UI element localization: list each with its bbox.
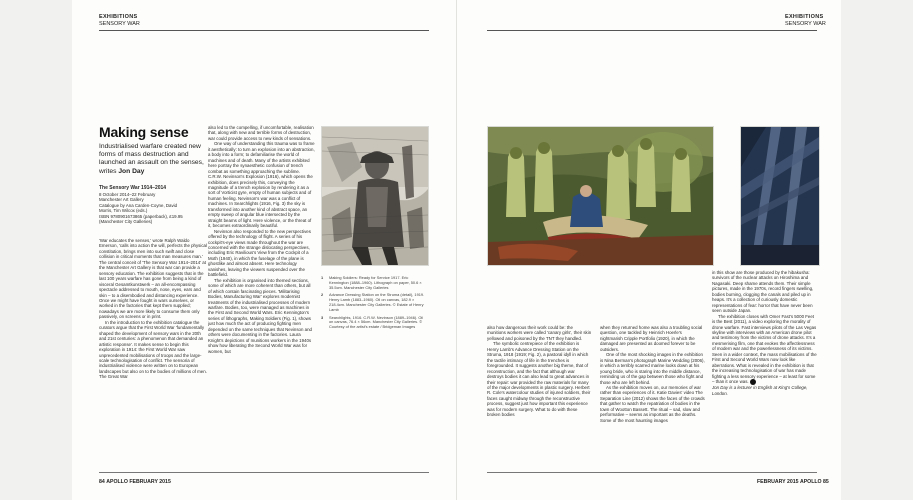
- paragraph: The symbolic centrepiece of the exhibition is Henry Lamb's Advance Dressing Station on the Struma, 1918 (1919; Fig. 2), a pastoral idyll in which the tactile intimacy of life in the trenches is foregrounded. It suggests another big theme, that of reconstruction, and the fact that although war destroys bodies it can also lead to great advances in their repair: war provided the raw materials for many of the major developments in plastic surgery. Herbert R. Cole's watercolour studies of injured soldiers, their faces caught midway through the reconstructive process, suggest just how important this experience was for modern surgery. What to do with these broken bodies: [487, 341, 591, 418]
- paragraph: One of the most shocking images in the exhibition is Nina Berman's photograph Marine Wedding (2006), in which a terribly scarred marine looks down at his young bride, who is staring into the middle distance, reminding us of the gap between those who fight and those who are left behind.: [600, 352, 705, 385]
- page-number: 85: [823, 479, 829, 485]
- folio: [99, 479, 171, 485]
- standfirst: [99, 143, 211, 176]
- section-label: EXHIBITIONS: [785, 14, 824, 20]
- detail-line: 8 October 2014–22 February: [99, 191, 156, 197]
- issue-date: FEBRUARY 2015: [129, 479, 171, 485]
- running-head: [99, 14, 140, 27]
- section-label: EXHIBITIONS: [99, 14, 138, 20]
- footer-rule: [487, 472, 817, 473]
- caption-text: Searchlights, 1916. C.R.W. Nevinson (1889–1946). Oil on canvas, 76.4 × 56cm. Manchester City Galleries. © Courtesy of the artist's estate / Bridgeman Images: [329, 314, 424, 330]
- paragraph: The exhibition is organised into themed sections, some of which are more coherent than others, but all of which contain fascinating pieces. 'Militarising Bodies, Manufacturing War' explores modernist treatments of the industrialised processes of modern warfare. Bodies, too, were managed as machines in the First and Second World Wars. Eric Kennington's series of lithographs, Making Soldiers (Fig. 1), shows just how much the act of producing fighting men depended on the same techniques that Nevinson and others were documenting in the factories. Laura Knight's depictions of munitions workers in the 1940s show how liberating the Second World War was for women, but: [208, 277, 312, 354]
- article-title: Making sense: [99, 124, 189, 140]
- detail-line: (Manchester City Galleries): [99, 219, 153, 224]
- magazine-name: APOLLO: [799, 479, 822, 485]
- caption-text: Advance Dressing Station on the Struma (detail), 1919. Henry Lamb (1883–1960). Oil on canvas, 182.9 × 218.4cm. Manchester City Galleries. © Estate of Henry Lamb: [329, 292, 425, 312]
- folio: [757, 479, 829, 485]
- body-column-1: [99, 238, 207, 470]
- figure-3-image: [740, 126, 820, 266]
- paragraph: in this show are those produced by the hibakusha: survivors of the nuclear attacks on Hiroshima and Nagasaki. Deep shame attends them. Their simple pictures, made in the 1970s, record fingers swelling, bodies burning, clogging the canals and piled up in heaps. It's a collection of curiously domestic representations of fear: horror that have never been seen outside Japan.: [712, 270, 814, 314]
- captions: [321, 276, 427, 333]
- detail-line: Catalogue by Ana Carden-Coyne, David: [99, 202, 178, 208]
- subsection-label: SENSORY WAR: [785, 20, 826, 27]
- standfirst-text: Industrialised warfare created new forms of mass destruction and launched an assault on the senses, writes: [99, 143, 204, 175]
- paragraph: In the introduction to the exhibition catalogue the curators argue that the First World War 'fundamentally shaped the development of sensory wars in the 20th and 21st centuries: a phenomenon that demanded an artistic response'. It makes sense to begin this exploration in 1914: the First World War saw unprecedented mobilisations of troops and the large-scale technologisation of conflict. The sensoria of industrialised violence were written on to European landscapes but also on to the bodies of millions of men. The Great War: [99, 319, 207, 380]
- body-column-2: [600, 325, 705, 470]
- exhibition-details: [99, 186, 207, 225]
- searchlights-painting: [741, 127, 819, 265]
- subsection-label: SENSORY WAR: [99, 20, 140, 27]
- figure-1-image: [321, 126, 429, 266]
- header-rule: [99, 30, 429, 31]
- running-head: [785, 14, 826, 27]
- caption-number: 2: [321, 292, 324, 298]
- left-page: [72, 0, 456, 500]
- paragraph: Nevinson also responded to the new perspectives offered by the technology of flight. A series of his cockpit's-eye views made throughout the war are concerned with the strange dislocating perspectives, including Eric Ravilious's View from the Cockpit of a Moth (1940), in which the fuselage of the plane is ghostlike and almost absent. Here technology vanishes, leaving the viewers suspended over the battlefield.: [208, 228, 311, 278]
- author-name: Jon Day: [118, 167, 145, 175]
- paragraph: also how dangerous their work could be: the munitions workers were called 'canary girls', their skin yellowed and poisoned by the TNT they handled.: [487, 325, 592, 341]
- caption-number: 1: [321, 275, 324, 280]
- caption-text: Making Soldiers: Ready for Service 1917. Eric Kennington (1888–1960). Lithograph on paper, 50.6 × 35.5cm. Manchester City Galleries: [329, 275, 422, 290]
- footer-rule: [99, 472, 429, 473]
- detail-line: Morris, Tim Wilcox (eds.): [99, 208, 148, 213]
- paragraph: One way of understanding this trauma was to frame it aesthetically: to turn an explosion into an abstraction, a body into a form; to defamiliarise the world of machines and of death. Many of the artists exhibited here portray the synaesthetic confusion of trench combat as something approaching the sublime. C.R.W. Nevinson's Explosion (1916), which opens the exhibition, does precisely this, conveying the magnitude of a trench explosion by rendering it as a sort of Vorticist gyre, empty of human subjects and of human feeling. Nevinson's war was a conflict of machines. In Searchlights (1916, Fig. 3) the sky is transformed into another kind of abstract space, an empty sweep of angular blue intersected by the straight beams of light. Here violence, or the threat of it, becomes extraordinarily beautiful.: [208, 141, 315, 229]
- detail-line: Manchester Art Gallery: [99, 197, 144, 202]
- body-column-1: [487, 325, 592, 470]
- caption-1: [321, 276, 427, 290]
- paragraph: also led to the compelling, if uncomfortable, realisation that, along with new and terrible forms of destruction, war could provide access to new kinds of sensations.: [208, 125, 314, 141]
- paragraph: 'War educates the senses,' wrote Ralph Waldo Emerson, 'calls into action the will, perfects the physical constitution, brings men into such swift and close collision in critical moments that man measures man.' The central conceit of 'The Sensory War 1914–2014' at the Manchester Art Gallery is that war can provide a sensory education. The exhibition suggests that in the last 100 years warfare has gone from being a kind of visceral Gesamtkunstwerk – an all-encompassing spectacle addressed to mouth, nose, eyes, ears and skin – to a disembodied and distancing experience. Once we might have fought in wars ourselves, or worked in the factories that kept them supplied; nowadays we are more likely to consume them only passively, on screens or in print.: [99, 238, 207, 320]
- header-rule: [487, 30, 817, 31]
- issue-date: FEBRUARY 2015: [757, 479, 799, 485]
- caption-3: [321, 316, 427, 330]
- end-mark-icon: A: [750, 379, 756, 385]
- detail-line: ISBN 9780901673865 (paperback), £19.95: [99, 213, 183, 219]
- figure-2-image: [487, 126, 714, 266]
- magazine-name: APOLLO: [106, 479, 128, 485]
- author-bio: Jon Day is a lecturer in English at King's College, London.: [712, 385, 808, 396]
- exhibition-title: The Sensory War 1914–2014: [99, 185, 167, 191]
- making-soldiers-lithograph: [322, 127, 428, 265]
- page-number: 84: [99, 479, 105, 485]
- paragraph: As the exhibition moves on, our memories of war rather than experiences of it. Katie Davies' video The Separation Line (2012) shows the faces of the crowds that gather to watch the repatriation of bodies in the town of Wootton Bassett. The ritual – sad, slow and performative – seems as important as the deaths. Some of the most haunting images: [600, 384, 705, 423]
- right-page: [457, 0, 841, 500]
- body-column-3: [712, 270, 818, 470]
- caption-number: 3: [321, 314, 324, 320]
- body-column-2: [208, 125, 315, 470]
- paragraph: [712, 314, 818, 385]
- paragraph: when they returned home was also a troubling social question, one tackled by Heinrich Hoerle's nightmarish Cripple Portfolio (1920), in which the damaged are presented as doomed forever to be outsiders.: [600, 325, 703, 352]
- paragraph-text: The exhibition closes with Omer Fast's 5000 Feet is the Best (2011), a video exploring the morality of drone warfare. Fast interviews pilots of the Las Vegas skyline with interviews with an American drone pilot and testimony from the victims of drone attacks. It's a mesmerising film, one that evokes the affectlessness of modern war and the powerlessness of its victims. Seen in a wider context, the mass mobilisations of the First and Second World Wars now look like aberrations. What is revealed in the exhibition is that the increasing technologisation of war has made fighting a less sensory experience – at least for some – than it once was.: [712, 313, 817, 385]
- caption-2: [321, 293, 427, 312]
- advance-dressing-station-painting: [488, 127, 713, 265]
